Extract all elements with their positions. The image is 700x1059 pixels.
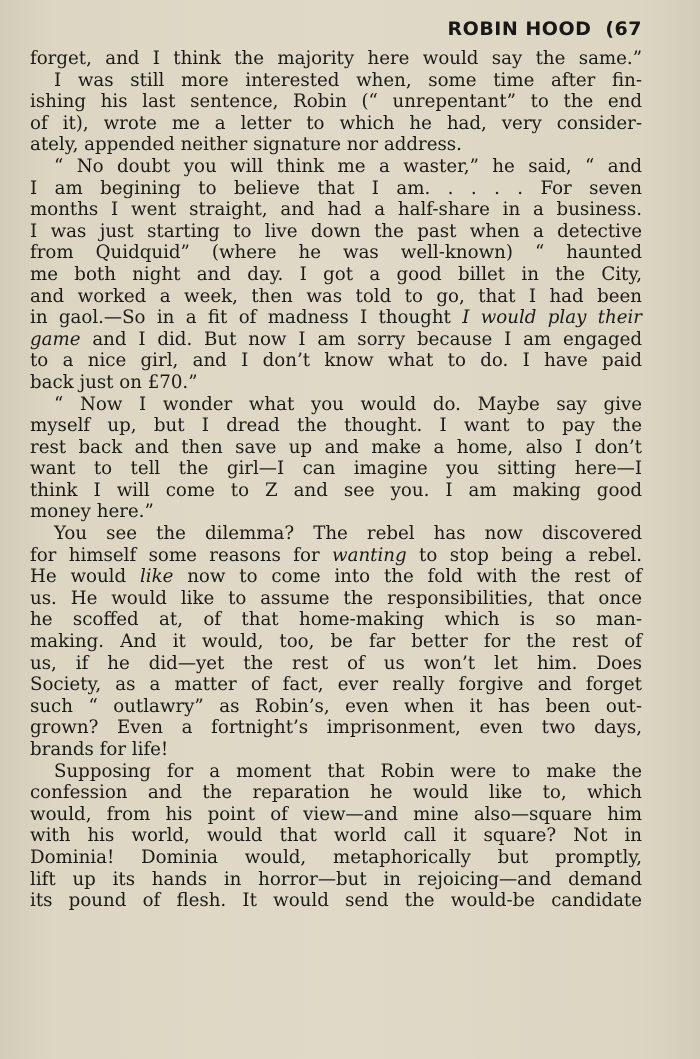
text-line: You see the dilemma? The rebel has now discovered (54, 523, 642, 545)
text-line: from Quidquid” (where he was well-known) “ haunted (30, 242, 642, 264)
text-run: He would (30, 566, 140, 588)
text-line: ately, appended neither signature nor address. (30, 134, 462, 156)
text-line: “ No doubt you will think me a waster,” he said, “ and (54, 155, 642, 177)
text-line: its pound of flesh. It would send the would-be candidate (30, 890, 642, 912)
text-line: forget, and I think the majority here would say the same.” (30, 48, 642, 69)
text-line: I was just starting to live down the past when a detective (30, 220, 642, 242)
text-line: and worked a week, then was told to go, that I had been (30, 285, 642, 307)
text-line: us. He would like to assume the responsibilities, that once (30, 587, 642, 609)
page-number: (67 (605, 18, 642, 40)
body-text (30, 48, 642, 912)
italic-run: like (139, 566, 174, 588)
text-line: Dominia! Dominia would, metaphorically but promptly, (30, 846, 642, 868)
text-line: me both night and day. I got a good billet in the City, (30, 263, 642, 285)
text-run: now to come into the fold with the rest of (173, 566, 642, 588)
text-run: to stop being a rebel. (406, 544, 642, 566)
text-line: us, if he did—yet the rest of us won’t let him. Does (30, 652, 642, 674)
text-run: in gaol.—So in a fit of madness I thought (30, 307, 463, 329)
text-line: brands for life! (30, 739, 169, 760)
text-line: want to tell the girl—I can imagine you sitting here—I (30, 458, 642, 480)
text-line: Society, as a matter of fact, ever really forgive and forget (30, 674, 642, 696)
text-line: with his world, would that world call it square? Not in (30, 825, 642, 847)
text-line (30, 329, 642, 351)
text-line: back just on £70.” (30, 371, 198, 393)
text-line: of it), wrote me a letter to which he had, very consider- (30, 112, 642, 134)
text-run: and I did. But now I am sorry because I am engaged (80, 328, 642, 350)
running-title: ROBIN HOOD (447, 18, 592, 40)
text-line: rest back and then save up and make a home, also I don’t (30, 436, 642, 458)
text-line: such “ outlawry” as Robin’s, even when it has been out- (30, 695, 642, 717)
italic-run: I would play their (462, 307, 642, 329)
text-line: ishing his last sentence, Robin (“ unrepentant” to the end (30, 91, 642, 113)
text-line (30, 307, 642, 329)
text-line: lift up its hands in horror—but in rejoicing—and demand (30, 868, 642, 890)
text-line: months I went straight, and had a half-share in a business. (30, 199, 642, 221)
text-line: grown? Even a fortnight’s imprisonment, even two days, (30, 717, 642, 739)
text-line (30, 566, 642, 588)
text-line: making. And it would, too, be far better for the rest of (30, 631, 642, 653)
text-line: “ Now I wonder what you would do. Maybe say give (54, 393, 642, 415)
text-line: would, from his point of view—and mine also—square him (30, 803, 642, 825)
text-line: to a nice girl, and I don’t know what to do. I have paid (30, 350, 642, 372)
text-line: think I will come to Z and see you. I am making good (30, 479, 642, 501)
text-line: he scoffed at, of that home-making which is so man- (30, 609, 642, 631)
text-line (30, 545, 642, 567)
text-line: Supposing for a moment that Robin were to make the (54, 760, 642, 782)
text-line: myself up, but I dread the thought. I want to pay the (30, 415, 642, 437)
italic-run: wanting (332, 544, 407, 566)
italic-run: game (30, 328, 81, 350)
text-line: I was still more interested when, some time after fin- (54, 69, 642, 91)
text-line: money here.” (30, 501, 154, 523)
text-line: I am begining to believe that I am. . . . . For seven (30, 177, 642, 199)
text-run: for himself some reasons for (30, 544, 333, 566)
text-line: confession and the reparation he would like to, which (30, 782, 642, 804)
running-header (448, 18, 642, 40)
